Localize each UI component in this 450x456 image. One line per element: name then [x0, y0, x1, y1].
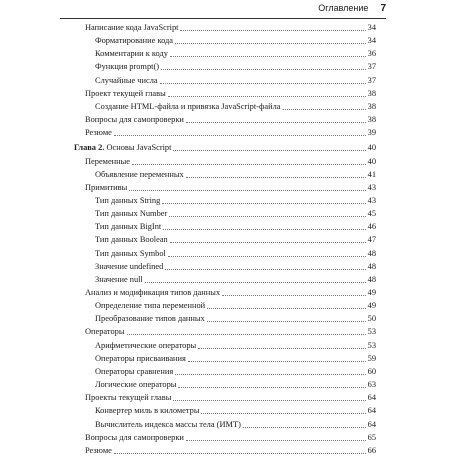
- entry-title: [85, 445, 112, 456]
- entry-title-text: Тип данных Boolean: [95, 235, 168, 244]
- chapter-label: Глава 2.: [74, 143, 105, 152]
- entry-title-text: Вопросы для самопроверки: [85, 115, 184, 124]
- dot-leader: [168, 96, 366, 97]
- toc-section-entry: [85, 127, 376, 138]
- entry-page-number: 41: [367, 170, 376, 179]
- entry-page-number: 48: [367, 249, 376, 258]
- toc-section-entry: [85, 88, 376, 99]
- dot-leader: [188, 361, 366, 362]
- toc-subsection-entry: [95, 169, 376, 180]
- dot-leader: [114, 135, 366, 136]
- entry-page-number: 49: [367, 288, 376, 297]
- toc-subsection-entry: [95, 195, 376, 206]
- entry-title-text: Тип данных String: [95, 196, 161, 205]
- dot-leader: [178, 387, 365, 388]
- entry-title: [95, 221, 161, 232]
- entry-page-number: 37: [367, 76, 376, 85]
- entry-title: [85, 182, 127, 193]
- dot-leader: [163, 229, 365, 230]
- dot-leader: [175, 43, 366, 44]
- entry-title: [95, 248, 166, 259]
- entry-title: [85, 287, 220, 298]
- entry-title-text: Определение типа переменной: [95, 301, 206, 310]
- toc-subsection-entry: [95, 221, 376, 232]
- dot-leader: [186, 440, 366, 441]
- entry-title-text: Значение null: [95, 275, 143, 284]
- entry-title: [95, 208, 167, 219]
- entry-title: [95, 366, 173, 377]
- entry-title: [85, 22, 178, 33]
- entry-page-number: 47: [367, 235, 376, 244]
- entry-title-text: Проекты текущей главы: [85, 393, 172, 402]
- entry-title: [95, 169, 184, 180]
- entry-title: [85, 88, 166, 99]
- dot-leader: [243, 427, 366, 428]
- dot-leader: [207, 308, 365, 309]
- toc-subsection-entry: [95, 248, 376, 259]
- dot-leader: [169, 216, 365, 217]
- dot-leader: [160, 83, 366, 84]
- entry-page-number: 40: [367, 157, 376, 166]
- page-number: 7: [380, 3, 386, 14]
- entry-title: [95, 101, 281, 112]
- section-title: Оглавление: [318, 3, 369, 13]
- entry-title-text: Тип данных Number: [95, 209, 168, 218]
- toc-section-entry: [85, 182, 376, 193]
- dot-leader: [186, 122, 366, 123]
- toc-chapter-entry: [74, 142, 376, 153]
- dot-leader: [165, 269, 365, 270]
- entry-title-text: Конвертер миль в километры: [95, 406, 200, 415]
- entry-title: [85, 432, 184, 443]
- entry-title-text: Вычислитель индекса массы тела (ИМТ): [95, 420, 241, 429]
- toc-subsection-entry: [95, 261, 376, 272]
- entry-page-number: 34: [367, 23, 376, 32]
- toc-subsection-entry: [95, 48, 376, 59]
- entry-title-text: Преобразование типов данных: [95, 314, 205, 323]
- entry-title-text: Примитивы: [85, 183, 128, 192]
- entry-page-number: 36: [367, 49, 376, 58]
- entry-page-number: 43: [367, 196, 376, 205]
- entry-title-text: Логические операторы: [95, 380, 177, 389]
- entry-page-number: 65: [367, 433, 376, 442]
- dot-leader: [198, 348, 365, 349]
- entry-page-number: 64: [367, 406, 376, 415]
- toc-section-entry: [85, 287, 376, 298]
- entry-page-number: 64: [367, 420, 376, 429]
- entry-page-number: 40: [367, 143, 376, 152]
- entry-title: [95, 405, 199, 416]
- toc-section-entry: [85, 392, 376, 403]
- entry-title-text: Написание кода JavaScript: [85, 23, 179, 32]
- toc-subsection-entry: [95, 405, 376, 416]
- dot-leader: [173, 150, 365, 151]
- entry-title: [95, 234, 168, 245]
- entry-title-text: Основы JavaScript: [104, 143, 172, 152]
- toc-subsection-entry: [95, 313, 376, 324]
- entry-page-number: 60: [367, 367, 376, 376]
- toc-subsection-entry: [95, 300, 376, 311]
- dot-leader: [173, 400, 365, 401]
- dot-leader: [186, 177, 366, 178]
- dot-leader: [170, 56, 366, 57]
- entry-title: [95, 61, 159, 72]
- entry-title-text: Случайные числа: [95, 76, 158, 85]
- entry-page-number: 50: [367, 314, 376, 323]
- toc-section-entry: [85, 114, 376, 125]
- toc-subsection-entry: [95, 353, 376, 364]
- entry-page-number: 48: [367, 262, 376, 271]
- entry-title: [85, 114, 184, 125]
- entry-title: [95, 274, 143, 285]
- entry-page-number: 66: [367, 446, 376, 455]
- dot-leader: [222, 295, 366, 296]
- dot-leader: [145, 282, 366, 283]
- entry-page-number: 53: [367, 327, 376, 336]
- dot-leader: [132, 164, 366, 165]
- entry-title: [95, 340, 196, 351]
- dot-leader: [283, 109, 366, 110]
- toc-subsection-entry: [95, 419, 376, 430]
- toc-subsection-entry: [95, 340, 376, 351]
- dot-leader: [201, 413, 365, 414]
- entry-page-number: 38: [367, 115, 376, 124]
- entry-title: [95, 75, 158, 86]
- dot-leader: [127, 334, 366, 335]
- entry-page-number: 53: [367, 341, 376, 350]
- entry-title-text: Вопросы для самопроверки: [85, 433, 184, 442]
- dot-leader: [170, 242, 366, 243]
- entry-title: [95, 261, 163, 272]
- dot-leader: [175, 374, 365, 375]
- entry-title-text: Функция prompt(): [95, 62, 160, 71]
- entry-title-text: Тип данных BigInt: [95, 222, 162, 231]
- entry-page-number: 37: [367, 62, 376, 71]
- entry-page-number: 59: [367, 354, 376, 363]
- entry-title-text: Резюме: [85, 446, 112, 455]
- entry-title: [74, 142, 171, 153]
- dot-leader: [180, 30, 365, 31]
- entry-page-number: 64: [367, 393, 376, 402]
- entry-title-text: Переменные: [85, 157, 130, 166]
- toc-section-entry: [85, 22, 376, 33]
- entry-page-number: 63: [367, 380, 376, 389]
- dot-leader: [207, 321, 366, 322]
- toc-subsection-entry: [95, 35, 376, 46]
- entry-title-text: Операторы: [85, 327, 125, 336]
- toc-section-entry: [85, 156, 376, 167]
- entry-title-text: Значение undefined: [95, 262, 164, 271]
- entry-title-text: Форматирование кода: [95, 36, 174, 45]
- entry-title: [85, 127, 112, 138]
- dot-leader: [162, 203, 365, 204]
- entry-title: [95, 379, 176, 390]
- entry-title-text: Операторы присваивания: [95, 354, 186, 363]
- toc-subsection-entry: [95, 379, 376, 390]
- entry-page-number: 38: [367, 89, 376, 98]
- entry-page-number: 49: [367, 301, 376, 310]
- dot-leader: [114, 453, 366, 454]
- entry-title: [95, 195, 160, 206]
- toc-subsection-entry: [95, 208, 376, 219]
- entry-title: [95, 300, 205, 311]
- toc-subsection-entry: [95, 234, 376, 245]
- toc-subsection-entry: [95, 274, 376, 285]
- entry-title-text: Комментарии к коду: [95, 49, 168, 58]
- entry-title: [95, 48, 168, 59]
- dot-leader: [161, 69, 366, 70]
- toc-subsection-entry: [95, 75, 376, 86]
- dot-leader: [168, 256, 366, 257]
- entry-title-text: Объявление переменных: [95, 170, 184, 179]
- entry-title-text: Тип данных Symbol: [95, 249, 166, 258]
- toc-section-entry: [85, 445, 376, 456]
- toc-section-entry: [85, 326, 376, 337]
- entry-title-text: Резюме: [85, 128, 112, 137]
- entry-page-number: 34: [367, 36, 376, 45]
- entry-title: [95, 419, 241, 430]
- entry-page-number: 38: [367, 102, 376, 111]
- entry-title-text: Арифметические операторы: [95, 341, 197, 350]
- toc-subsection-entry: [95, 366, 376, 377]
- entry-page-number: 43: [367, 183, 376, 192]
- entry-title-text: Анализ и модификация типов данных: [85, 288, 221, 297]
- toc-section-entry: [85, 432, 376, 443]
- dot-leader: [129, 190, 365, 191]
- entry-page-number: 45: [367, 209, 376, 218]
- entry-title: [85, 326, 125, 337]
- toc-subsection-entry: [95, 61, 376, 72]
- entry-title-text: Создание HTML-файла и привязка JavaScript-файла: [95, 102, 281, 111]
- entry-page-number: 46: [367, 222, 376, 231]
- entry-page-number: 39: [367, 128, 376, 137]
- entry-title: [95, 35, 173, 46]
- entry-title-text: Проект текущей главы: [85, 89, 166, 98]
- toc-subsection-entry: [95, 101, 376, 112]
- entry-title-text: Операторы сравнения: [95, 367, 174, 376]
- entry-title: [95, 353, 186, 364]
- entry-title: [85, 392, 171, 403]
- entry-page-number: 48: [367, 275, 376, 284]
- entry-title: [85, 156, 130, 167]
- entry-title: [95, 313, 205, 324]
